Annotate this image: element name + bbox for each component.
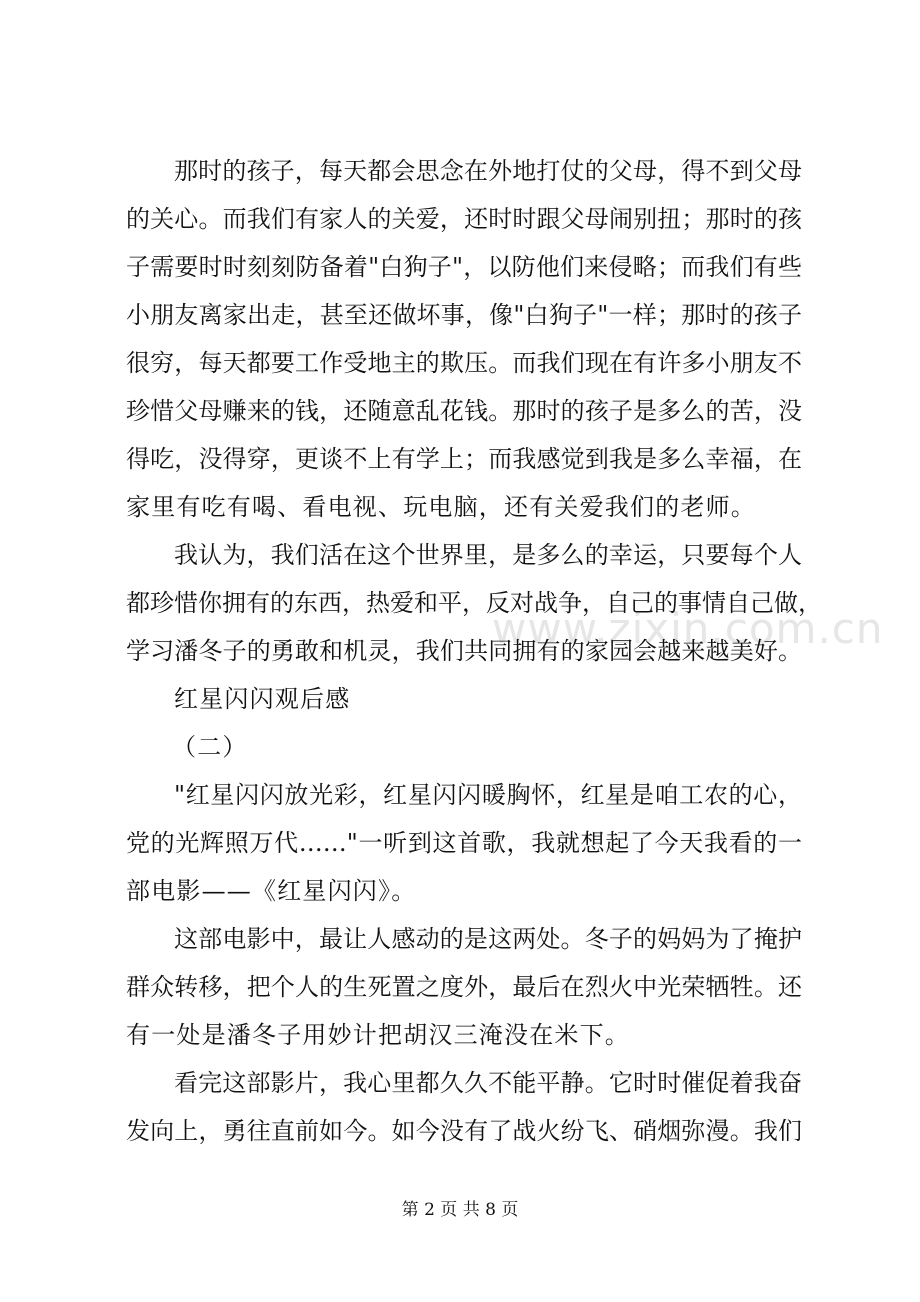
paragraph-line: 子需要时时刻刻防备着"白狗子"，以防他们来侵略；而我们有些: [126, 253, 802, 281]
page-number-footer: 第 2 页 共 8 页: [401, 1200, 519, 1220]
paragraph-line: 群众转移，把个人的生死置之度外，最后在烈火中光荣牺牲。还: [126, 973, 802, 1001]
section-subheading: （二）: [172, 733, 248, 761]
paragraph-line: 珍惜父母赚来的钱，还随意乱花钱。那时的孩子是多么的苦，没: [126, 397, 802, 425]
paragraph-line: "红星闪闪放光彩，红星闪闪暖胸怀，红星是咱工农的心，: [174, 781, 802, 809]
section-heading: 红星闪闪观后感: [174, 685, 351, 713]
paragraph-line: 这部电影中，最让人感动的是这两处。冬子的妈妈为了掩护: [174, 925, 802, 953]
paragraph-line: 有一处是潘冬子用妙计把胡汉三淹没在米下。: [126, 1021, 630, 1049]
paragraph-line: 我认为，我们活在这个世界里，是多么的幸运，只要每个人: [174, 541, 802, 569]
paragraph-line: 很穷，每天都要工作受地主的欺压。而我们现在有许多小朋友不: [126, 349, 802, 377]
paragraph-line: 都珍惜你拥有的东西，热爱和平，反对战争，自己的事情自己做，: [126, 589, 822, 617]
paragraph-line: 得吃，没得穿，更谈不上有学上；而我感觉到我是多么幸福，在: [126, 445, 802, 473]
paragraph-line: 学习潘冬子的勇敢和机灵，我们共同拥有的家园会越来越美好。: [126, 637, 802, 665]
paragraph-line: 看完这部影片，我心里都久久不能平静。它时时催促着我奋: [174, 1069, 802, 1097]
paragraph-line: 小朋友离家出走，甚至还做坏事，像"白狗子"一样；那时的孩子: [126, 301, 802, 329]
paragraph-line: 发向上，勇往直前如今。如今没有了战火纷飞、硝烟弥漫。我们: [126, 1117, 802, 1145]
paragraph-line: 党的光辉照万代……"一听到这首歌，我就想起了今天我看的一: [126, 829, 802, 857]
paragraph-line: 部电影——《红星闪闪》。: [126, 877, 417, 905]
paragraph-line: 家里有吃有喝、看电视、玩电脑，还有关爱我们的老师。: [126, 493, 756, 521]
paragraph-line: 的关心。而我们有家人的关爱，还时时跟父母闹别扭；那时的孩: [126, 205, 802, 233]
watermark: www.zixin.com.cn: [492, 604, 884, 653]
paragraph-line: 那时的孩子，每天都会思念在外地打仗的父母，得不到父母: [174, 157, 802, 185]
